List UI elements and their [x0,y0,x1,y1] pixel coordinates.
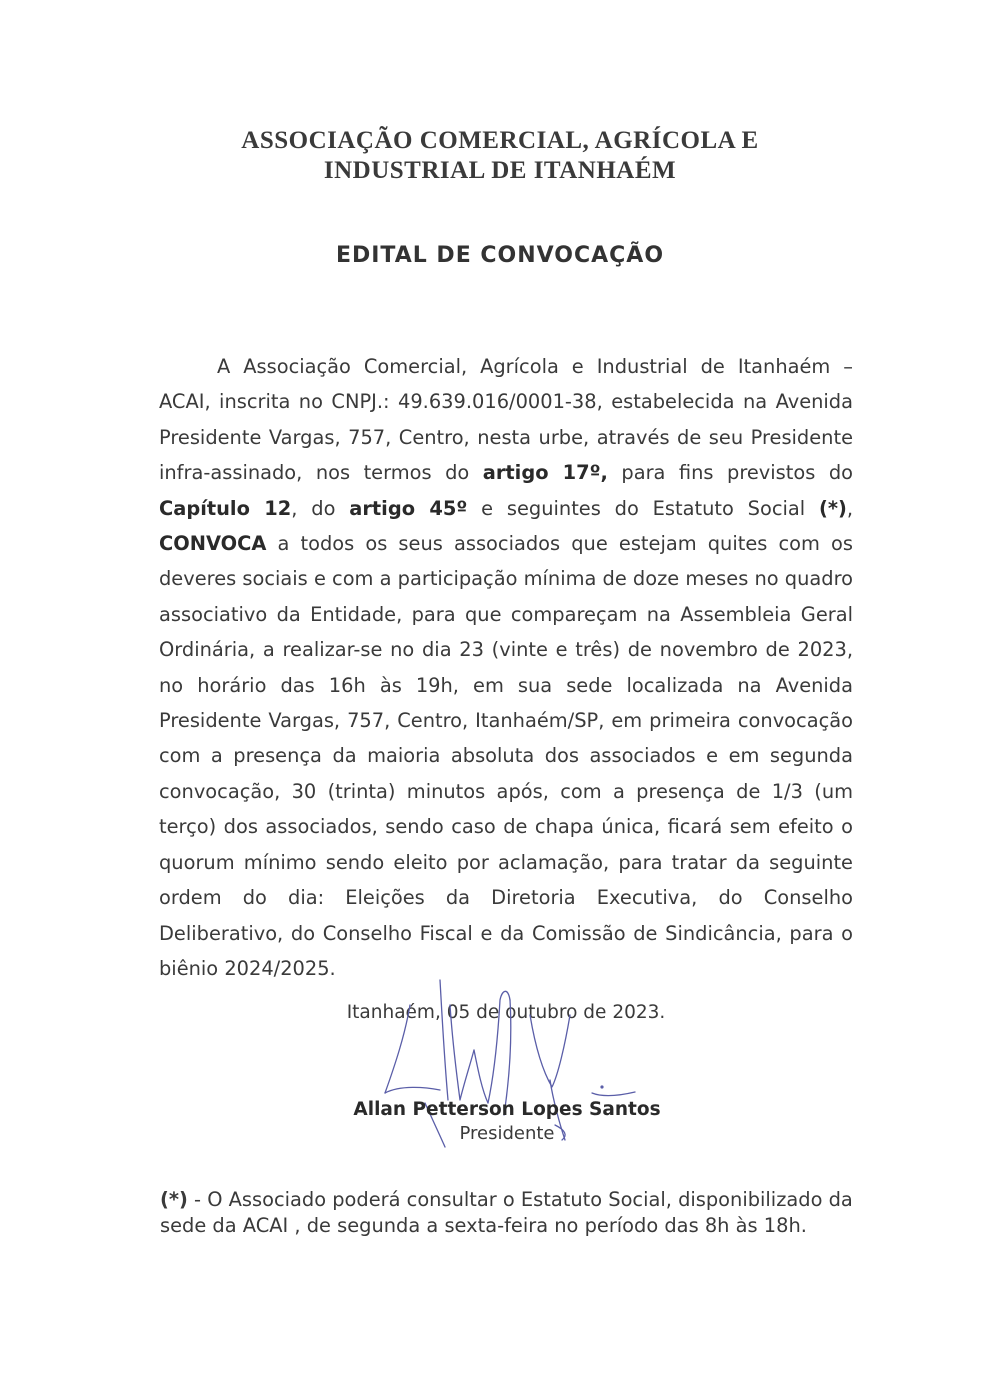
convocation-paragraph [159,349,853,986]
signer-name: Allan Petterson Lopes Santos [353,1099,661,1120]
paragraph-text: a todos os seus associados que estejam quites com os deveres sociais e com a participação mínima de doze meses no quadro associativo da Entidade, para que compareçam na Assembleia Geral Ordinária, a realizar-se no dia 23 (vinte e três) de novembro de 2023, no horário das 16h às 19h, em sua sede localizada na Avenida Presidente Vargas, 757, Centro, Itanhaém/SP, em primeira convocação com a presença da maioria absoluta dos associados e em segunda convocação, 30 (trinta) minutos após, com a presença de 1/3 (um terço) dos associados, sendo caso de chapa única, ficará sem efeito o quorum mínimo sendo eleito por aclamação, para tratar da seguinte ordem do dia: Eleições da Diretoria Executiva, do Conselho Deliberativo, do Conselho Fiscal e da Comissão de Sindicância, para o biênio 2024/2025. [159,532,853,980]
paragraph-text: , [846,496,854,520]
organization-title-line-2: INDUSTRIAL DE ITANHAÉM [323,157,677,184]
organization-title-line-1: ASSOCIAÇÃO COMERCIAL, AGRÍCOLA E [241,127,759,154]
bold-article-45: artigo 45º [349,496,468,520]
paragraph-text: A Associação Comercial, Agrícola e Industrial de Itanhaém – ACAI, inscrita no CNPJ.: 49.639.016/0001-38, estabelecida na Avenida Presidente Vargas, 757, Centro, nesta urbe, através de seu Presidente infra-assinado, nos termos do [159,355,853,485]
footnote-marker: (*) [160,1188,188,1211]
signer-role: Presidente [459,1123,555,1144]
bold-article-17: artigo 17º, [482,461,608,485]
bold-asterisk-marker: (*) [818,496,847,520]
place-and-date: Itanhaém, 05 de outubro de 2023. [346,1002,666,1023]
organization-title [0,126,1000,186]
bold-chapter-12: Capítulo 12 [159,496,292,520]
paragraph-text: e seguintes do Estatuto Social [467,496,819,520]
bold-convoca: CONVOCA [159,532,267,556]
footnote [160,1187,860,1239]
footnote-text: - O Associado poderá consultar o Estatuto Social, disponibilizado da sede da ACAI , de segunda a sexta-feira no período das 8h às 18h. [160,1188,853,1237]
paragraph-text: para fins previstos do [607,461,853,485]
paragraph-text: , do [291,496,350,520]
document-title: EDITAL DE CONVOCAÇÃO [335,243,665,268]
